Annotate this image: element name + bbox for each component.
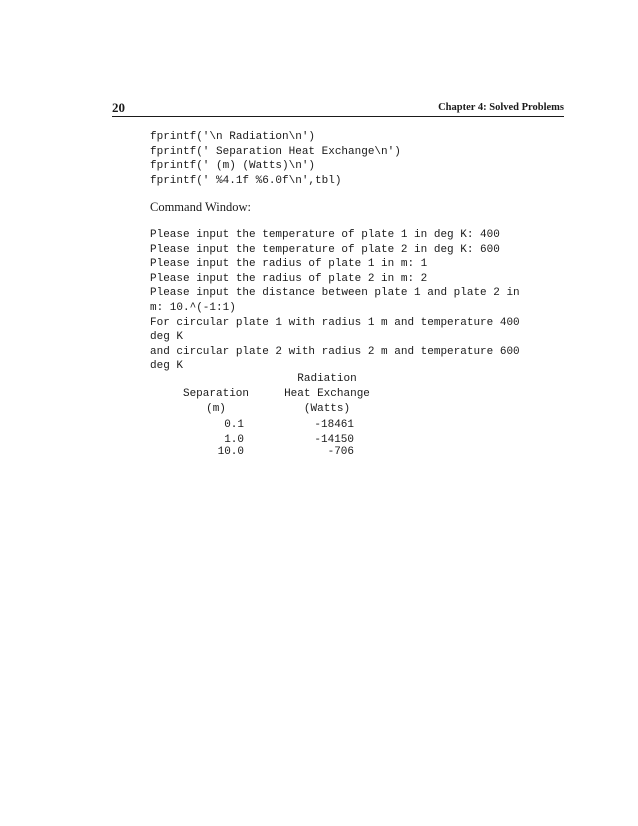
col-unit-separation: (m) [206, 403, 226, 415]
table-cell-separation: 0.1 [224, 419, 244, 431]
results-table [150, 372, 550, 472]
table-cell-separation: 1.0 [224, 434, 244, 446]
output-line: Please input the radius of plate 1 in m: 1 [150, 258, 428, 271]
command-window-label: Command Window: [150, 200, 252, 214]
table-cell-heat: -14150 [314, 434, 354, 446]
table-title: Radiation [297, 373, 357, 385]
page-header [112, 100, 564, 117]
output-line: and circular plate 2 with radius 2 m and temperature 600 [150, 345, 520, 358]
code-line: fprintf(' (m) (Watts)\n') [150, 160, 316, 172]
table-cell-separation: 10.0 [217, 446, 244, 458]
output-line: deg K [150, 360, 184, 373]
code-block [150, 130, 401, 188]
output-line: Please input the temperature of plate 2 in deg K: 600 [150, 243, 500, 256]
output-line: Please input the distance between plate 1 and plate 2 in [150, 287, 520, 300]
table-cell-heat: -18461 [314, 419, 354, 431]
code-line: fprintf(' Separation Heat Exchange\n') [150, 145, 401, 158]
output-line: Please input the radius of plate 2 in m: 2 [150, 272, 428, 285]
output-line: m: 10.^(-1:1) [150, 301, 236, 314]
command-output [150, 228, 520, 374]
code-line: fprintf('\n Radiation\n') [150, 131, 316, 143]
col-header-separation: Separation [182, 388, 249, 400]
output-line: Please input the temperature of plate 1 in deg K: 400 [150, 229, 500, 241]
chapter-title: Chapter 4: Solved Problems [438, 102, 564, 113]
page-number: 20 [112, 100, 125, 115]
col-unit-heat: (Watts) [303, 403, 351, 415]
code-line: fprintf(' %4.1f %6.0f\n',tbl) [150, 174, 342, 187]
output-line: For circular plate 1 with radius 1 m and temperature 400 [150, 316, 520, 329]
table-cell-heat: -706 [327, 446, 354, 458]
col-header-heat: Heat Exchange [284, 388, 370, 400]
output-line: deg K [150, 331, 184, 344]
